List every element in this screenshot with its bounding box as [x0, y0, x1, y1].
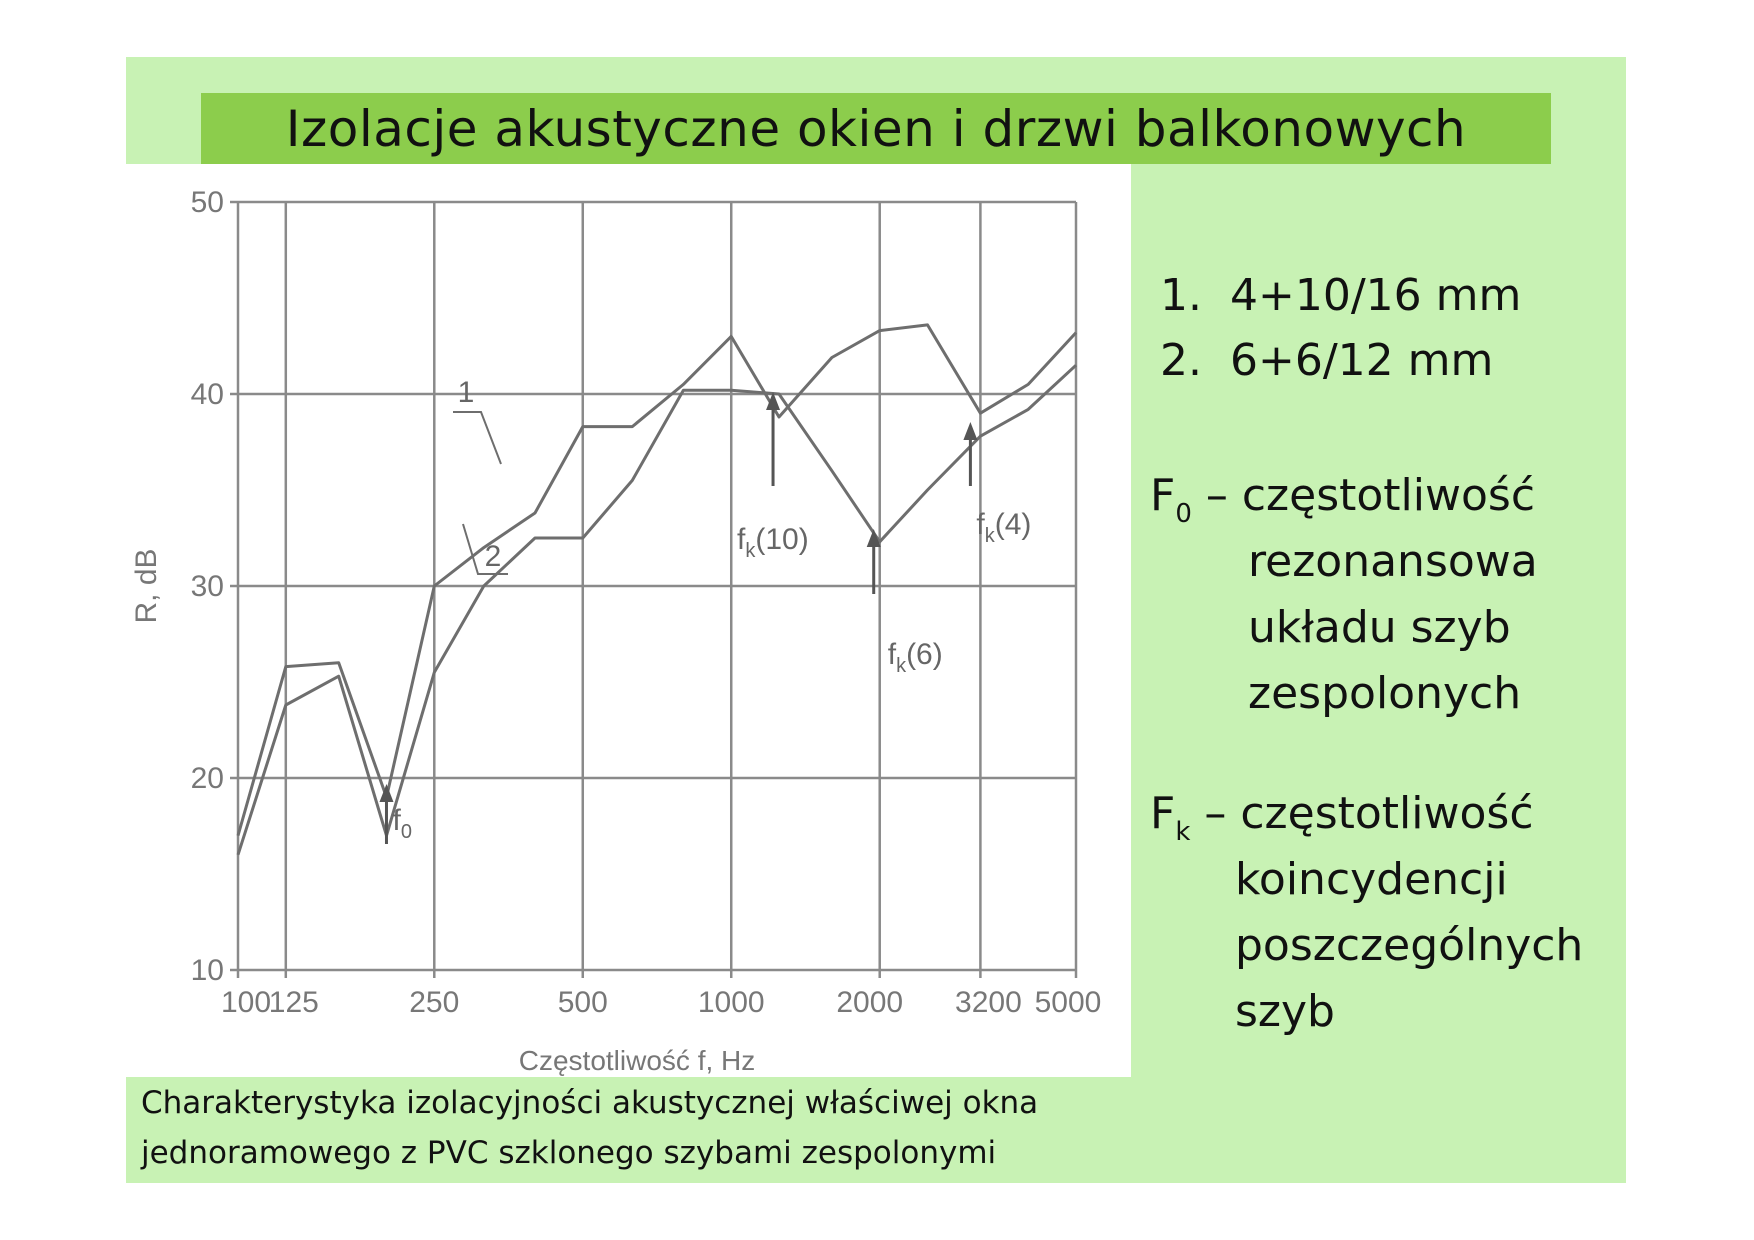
chart-svg: [126, 164, 1131, 1077]
y-tick-label-20: 20: [190, 762, 224, 795]
f0-label: $f_0$: [392, 804, 412, 843]
x-tick-label-500: 500: [557, 986, 608, 1019]
fk10-label: $f_k(10)$: [737, 523, 809, 562]
f0-symbol: F: [1150, 470, 1176, 521]
definition-fk-heading: [1150, 788, 1534, 847]
fk-line-2: poszczególnych: [1235, 920, 1584, 971]
f0-dash-text: – częstotliwość: [1191, 470, 1536, 521]
f0-line-2: układu szyb: [1248, 602, 1511, 653]
y-tick-label-10: 10: [190, 954, 224, 987]
chart-caption: [141, 1078, 1141, 1178]
x-tick-label-100: 100: [220, 986, 272, 1019]
x-tick-label-1000: 1000: [697, 986, 765, 1019]
x-tick-label-3200: 3200: [955, 986, 1022, 1019]
f0-line-3: zespolonych: [1248, 668, 1522, 719]
caption-line-2: jednoramowego z PVC szklonego szybami zespolonymi: [141, 1135, 997, 1171]
definition-f0-heading: [1150, 470, 1536, 529]
series-1-leader-line: [453, 412, 501, 464]
fk4-arrow-head: [963, 422, 977, 440]
x-tick-label-2000: 2000: [836, 986, 904, 1019]
f0-line-1: rezonansowa: [1248, 536, 1538, 587]
y-tick-label-30: 30: [190, 570, 224, 603]
series-2-label: 2: [484, 540, 502, 573]
y-tick-label-40: 40: [190, 378, 224, 411]
fk-dash-text: – częstotliwość: [1190, 788, 1534, 839]
fk-line-1: koincydencji: [1235, 854, 1508, 905]
fk-subscript: k: [1175, 817, 1191, 847]
legend-item-1: [1160, 270, 1521, 321]
fk4-label: $f_k(4)$: [976, 508, 1032, 547]
x-tick-label-5000: 5000: [1034, 986, 1102, 1019]
chart-panel: [126, 164, 1131, 1077]
series-line-2: [238, 365, 1076, 855]
title-bar: [201, 93, 1551, 164]
x-tick-label-250: 250: [409, 986, 460, 1019]
legend-text-1: 4+10/16 mm: [1230, 270, 1522, 321]
y-tick-label-50: 50: [190, 186, 224, 219]
f0-subscript: 0: [1175, 499, 1192, 529]
legend-text-2: 6+6/12 mm: [1230, 335, 1494, 386]
x-axis-title: Częstotliwość f, Hz: [518, 1045, 756, 1076]
legend-number-1: 1.: [1160, 270, 1202, 321]
legend-item-2: [1160, 335, 1493, 386]
fk-symbol: F: [1150, 788, 1176, 839]
fk-line-3: szyb: [1235, 986, 1335, 1037]
legend-number-2: 2.: [1160, 335, 1202, 386]
x-tick-label-125: 125: [268, 986, 319, 1019]
caption-line-1: Charakterystyka izolacyjności akustycznej właściwej okna: [141, 1085, 1039, 1121]
y-axis-title: R, dB: [130, 548, 163, 624]
slide-title: Izolacje akustyczne okien i drzwi balkonowych: [285, 99, 1467, 158]
series-1-label: 1: [457, 376, 475, 409]
fk6-label: $f_k(6)$: [887, 638, 943, 677]
